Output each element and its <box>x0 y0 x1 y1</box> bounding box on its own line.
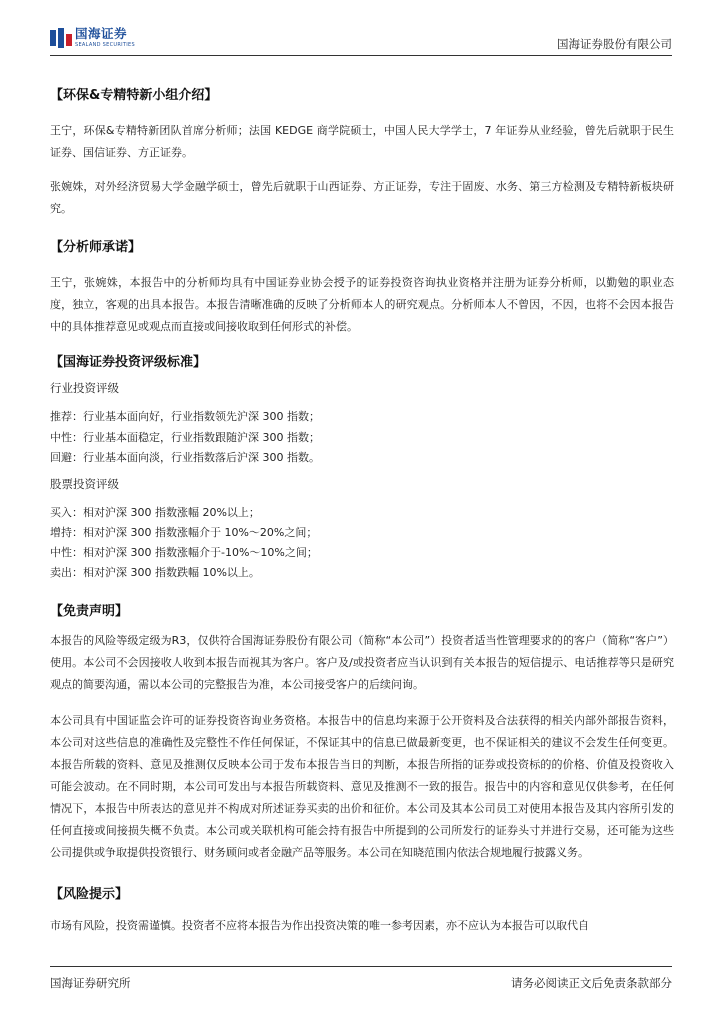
logo-en-text: SEALAND SECURITIES <box>75 41 135 48</box>
footer-divider <box>50 966 672 967</box>
team-section-title: 【环保&专精特新小组介绍】 <box>50 88 218 103</box>
team-paragraph-2: 张婉姝，对外经济贸易大学金融学硕士，曾先后就职于山西证券、方正证券，专注于固废、水务、第三方检测及专精特新板块研究。 <box>50 180 674 215</box>
stock-rating-buy: 买入：相对沪深 300 指数涨幅 20%以上； <box>50 506 260 519</box>
company-name: 国海证券股份有限公司 <box>557 37 672 51</box>
industry-rating-recommend: 推荐：行业基本面向好，行业指数领先沪深 300 指数； <box>50 410 320 423</box>
company-logo <box>50 28 135 48</box>
logo-mark-icon <box>50 28 72 48</box>
disclaimer-paragraph-2: 本公司具有中国证监会许可的证券投资咨询业务资格。本报告中的信息均来源于公开资料及合法获得的相关内部外部报告资料，本公司对这些信息的准确性及完整性不作任何保证，不保证其中的信息已做最新变更，也不保证相关的建议不会发生任何变更。本报告所载的资料、意见及推测仅反映本公司于发布本报告当日的判断，本报告所指的证券或投资标的的价格、价值及投资收入可能会波动。在不同时期，本公司可发出与本报告所载资料、意见及推测不一致的报告。报告中的内容和意见仅供参考，在任何情况下，本报告中所表达的意见并不构成对所述证券买卖的出价和征价。本公司及其本公司员工对使用本报告及其内容所引发的任何直接或间接损失概不负责。本公司或关联机构可能会持有报告中所提到的公司所发行的证券头寸并进行交易，还可能为这些公司提供或争取提供投资银行、财务顾问或者金融产品等服务。本公司在知晓范围内依法合规地履行披露义务。 <box>50 714 674 859</box>
commitment-paragraph: 王宁，张婉姝，本报告中的分析师均具有中国证券业协会授予的证券投资咨询执业资格并注册为证券分析师，以勤勉的职业态度，独立，客观的出具本报告。本报告清晰准确的反映了分析师本人的研究观点。分析师本人不曾因，不因，也将不会因本报告中的具体推荐意见或观点而直接或间接收取到任何形式的补偿。 <box>50 276 674 333</box>
header-divider <box>50 55 672 56</box>
commitment-section-title: 【分析师承诺】 <box>50 240 142 255</box>
stock-rating-sell: 卖出：相对沪深 300 指数跌幅 10%以上。 <box>50 566 260 579</box>
stock-rating-neutral: 中性：相对沪深 300 指数涨幅介于-10%～10%之间； <box>50 546 318 559</box>
disclaimer-section-title: 【免责声明】 <box>50 604 129 619</box>
industry-rating-title: 行业投资评级 <box>50 381 119 395</box>
disclaimer-paragraph-1: 本报告的风险等级定级为R3，仅供符合国海证券股份有限公司（简称“本公司”）投资者适当性管理要求的的客户（简称“客户”）使用。本公司不会因接收人收到本报告而视其为客户。客户及/或投资者应当认识到有关本报告的短信提示、电话推荐等只是研究观点的简要沟通，需以本公司的完整报告为准，本公司接受客户的后续问询。 <box>50 634 674 691</box>
page-header <box>50 28 672 54</box>
risk-section-title: 【风险提示】 <box>50 887 129 902</box>
rating-section-title: 【国海证券投资评级标准】 <box>50 355 207 370</box>
stock-rating-add: 增持：相对沪深 300 指数涨幅介于 10%～20%之间； <box>50 526 318 539</box>
industry-rating-avoid: 回避：行业基本面向淡，行业指数落后沪深 300 指数。 <box>50 451 320 464</box>
footer-disclaimer-note: 请务必阅读正文后免责条款部分 <box>511 976 672 990</box>
industry-rating-neutral: 中性：行业基本面稳定，行业指数跟随沪深 300 指数； <box>50 431 320 444</box>
risk-paragraph: 市场有风险，投资需谨慎。投资者不应将本报告为作出投资决策的唯一参考因素，亦不应认为本报告可以取代自 <box>50 919 589 932</box>
stock-rating-title: 股票投资评级 <box>50 477 119 491</box>
footer-institute: 国海证券研究所 <box>50 976 131 990</box>
logo-cn-text: 国海证券 <box>75 26 128 42</box>
team-paragraph-1: 王宁，环保&专精特新团队首席分析师；法国 KEDGE 商学院硕士，中国人民大学学士，7 年证券从业经验，曾先后就职于民生证券、国信证券、方正证券。 <box>50 124 674 159</box>
